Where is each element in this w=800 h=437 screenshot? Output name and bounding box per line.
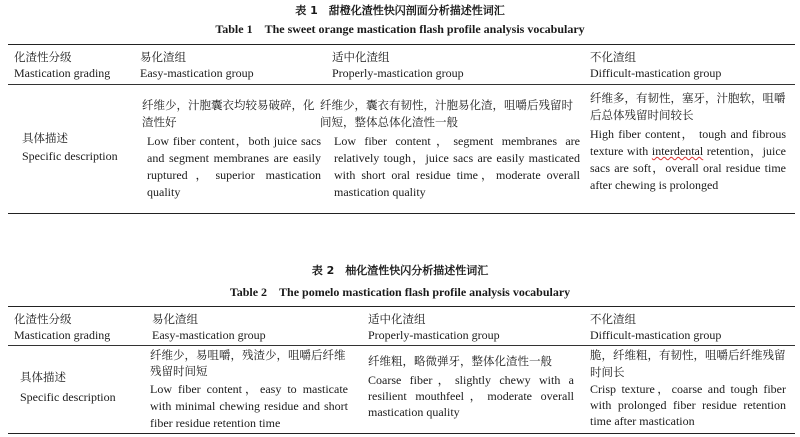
table1-top-rule bbox=[8, 44, 795, 45]
table1-header-rule bbox=[8, 84, 795, 85]
table1-bottom-rule bbox=[8, 213, 795, 214]
table1-caption-cn: 表 1 甜橙化渣性快闪剖面分析描述性词汇 bbox=[295, 4, 505, 17]
table2-header-col1-en: Mastication grading bbox=[14, 328, 111, 342]
table2-proper-en: Coarse fiber，slightly chewy with a resilient mouthfeel，moderate overall mastication quality bbox=[368, 373, 574, 419]
table2-header-rule bbox=[8, 345, 795, 346]
table1-easy-cn: 纤维少，汁胞囊衣均较易破碎，化渣性好 bbox=[142, 98, 315, 129]
table1-difficult-en bbox=[590, 126, 786, 194]
table2-header-col4-en: Difficult-mastication group bbox=[590, 328, 722, 342]
table2-easy-cn: 纤维少，易咀嚼，残渣少，咀嚼后纤维残留时间短 bbox=[150, 348, 346, 378]
table1-row-label-cn: 具体描述 bbox=[22, 131, 68, 145]
table1-header-col4-cn: 不化渣组 bbox=[590, 50, 636, 64]
table2-header-col2-en: Easy-mastication group bbox=[152, 328, 266, 342]
table2-header-col4-cn: 不化渣组 bbox=[590, 312, 636, 326]
table2-top-rule bbox=[8, 306, 795, 307]
table2-header-col3-en: Properly-mastication group bbox=[368, 328, 500, 342]
table1-header-col2-cn: 易化渣组 bbox=[140, 50, 186, 64]
table2-row-label-en: Specific description bbox=[20, 390, 116, 404]
table2-header-col1-cn: 化渣性分级 bbox=[14, 312, 72, 326]
table1-header-col3-cn: 适中化渣组 bbox=[332, 50, 390, 64]
table2-caption-en: Table 2 The pomelo mastication flash profile analysis vocabulary bbox=[229, 285, 571, 299]
table1-header-col4-en: Difficult-mastication group bbox=[590, 66, 722, 80]
table1-difficult-en-a: High fiber content， tough and fibrous texture with bbox=[590, 127, 786, 158]
table1-difficult-cn: 纤维多，有韧性，塞牙，汁胞软，咀嚼后总体残留时间较长 bbox=[590, 91, 786, 122]
table2-easy-en: Low fiber content，easy to masticate with minimal chewing residue and short fiber residue retention time bbox=[150, 382, 348, 430]
table1-difficult-en-underlined: interdental bbox=[651, 144, 704, 158]
table2-header-col2-cn: 易化渣组 bbox=[152, 312, 198, 326]
table1-header-col1-cn: 化渣性分级 bbox=[14, 50, 72, 64]
table1-proper-en: Low fiber content，segment membranes are relatively tough，juice sacs are easily masticated with short oral residue time，moderate overall mastication quality bbox=[334, 134, 580, 199]
table1-caption-en: Table 1 The sweet orange mastication flash profile analysis vocabulary bbox=[215, 22, 585, 36]
table1-header-col1-en: Mastication grading bbox=[14, 66, 111, 80]
table1-header-col2-en: Easy-mastication group bbox=[140, 66, 254, 80]
table2-difficult-cn: 脆，纤维粗，有韧性，咀嚼后纤维残留时间长 bbox=[590, 348, 786, 379]
table2-difficult-en: Crisp texture，coarse and tough fiber with prolonged fiber residue retention time after mastication bbox=[590, 382, 786, 428]
table2-caption-cn: 表 2 柚化渣性快闪分析描述性词汇 bbox=[311, 264, 489, 277]
table2-row-label-cn: 具体描述 bbox=[20, 370, 66, 384]
table2-proper-cn: 纤维粗，略微弹牙，整体化渣性一般 bbox=[368, 354, 552, 368]
table1-header-col3-en: Properly-mastication group bbox=[332, 66, 464, 80]
table2-header-col3-cn: 适中化渣组 bbox=[368, 312, 426, 326]
table1-difficult-en-b: retention，juice sacs are soft，overall oral residue time after chewing is prolonged bbox=[590, 144, 786, 192]
table1-easy-en: Low fiber content，both juice sacs and segment membranes are easily ruptured，superior mastication quality bbox=[147, 134, 321, 199]
table1-proper-cn: 纤维少，囊衣有韧性，汁胞易化渣，咀嚼后残留时间短，整体总体化渣性一般 bbox=[320, 98, 573, 129]
table2-bottom-rule bbox=[8, 433, 795, 434]
table1-row-label-en: Specific description bbox=[22, 149, 118, 163]
